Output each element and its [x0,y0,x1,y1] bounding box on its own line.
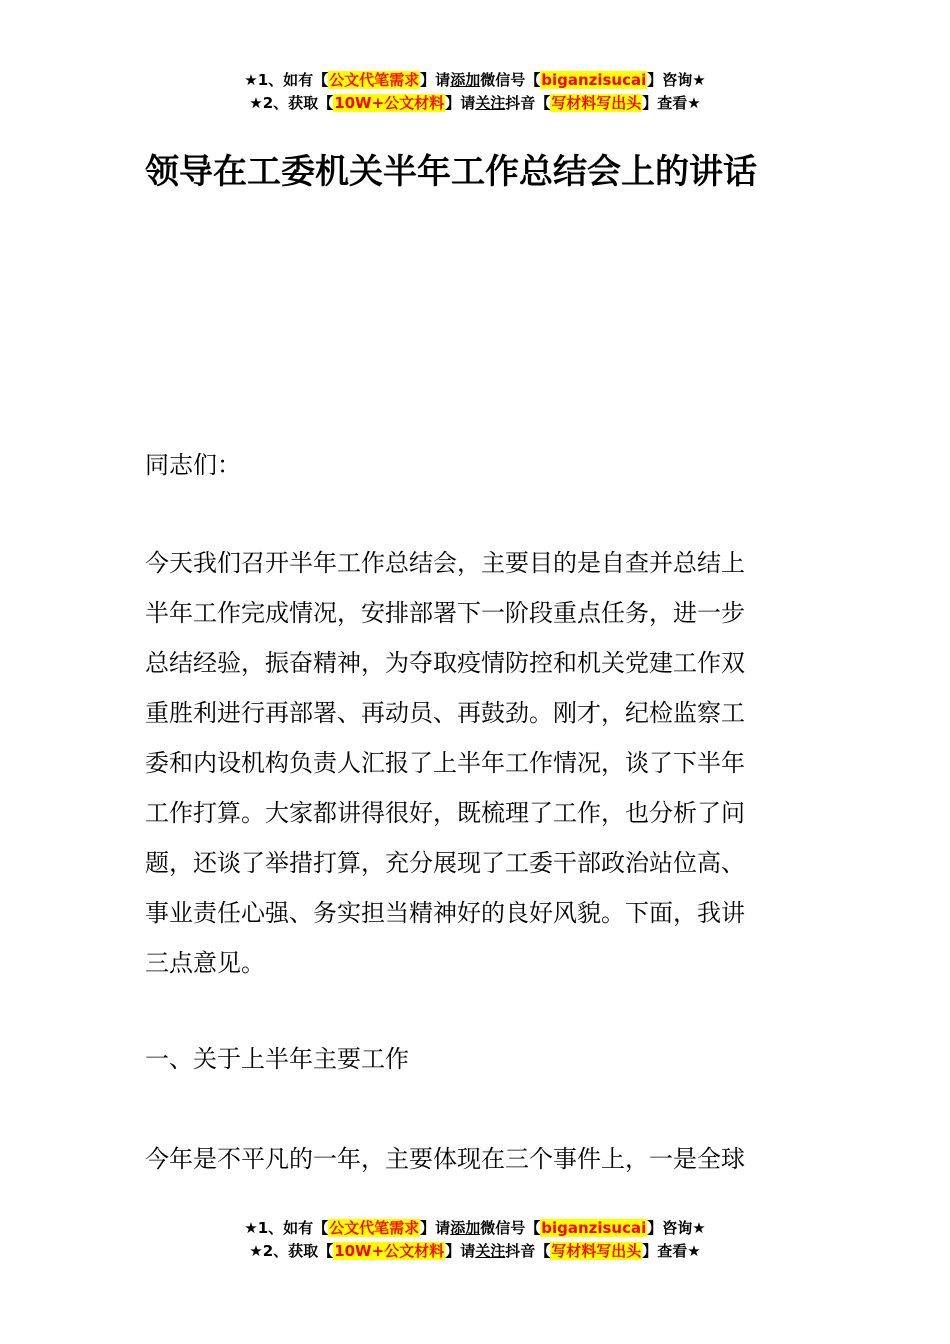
paragraph-line: 总结经验，振奋精神，为夺取疫情防控和机关党建工作双 [145,649,745,677]
section-heading-1: 一、关于上半年主要工作 [145,1045,409,1073]
paragraph-line: 今天我们召开半年工作总结会，主要目的是自查并总结上 [145,549,745,577]
paragraph-line: 工作打算。大家都讲得很好，既梳理了工作，也分析了问 [145,799,745,827]
highlight-wechat-id: biganzisucai [541,71,647,89]
paragraph-line: 今年是不平凡的一年，主要体现在三个事件上，一是全球 [145,1145,745,1173]
highlight-douyin-id: 写材料写出头 [551,1242,642,1260]
banner-line-2: ★2、获取【10W+公文材料】请关注抖音【写材料写出头】查看★ [249,94,701,112]
paragraph-line: 题，还谈了举措打算，充分展现了工委干部政治站位高、 [145,849,745,877]
highlight-wechat-id: biganzisucai [541,1219,647,1237]
footer-banner [0,1217,950,1263]
header-banner [0,69,950,115]
highlight-service: 公文代笔需求 [329,71,420,89]
banner-line-1: ★1、如有【公文代笔需求】请添加微信号【biganzisucai】咨询★ [244,1219,706,1237]
paragraph-line: 三点意见。 [145,949,265,977]
paragraph-line: 委和内设机构负责人汇报了上半年工作情况，谈了下半年 [145,749,745,777]
highlight-materials: 10W+公文材料 [334,1242,445,1260]
banner-line-1: ★1、如有【公文代笔需求】请添加微信号【biganzisucai】咨询★ [244,71,706,89]
paragraph-section-1 [145,1134,815,1184]
paragraph-line: 事业责任心强、务实担当精神好的良好风貌。下面，我讲 [145,899,745,927]
document-title: 领导在工委机关半年工作总结会上的讲话 [145,152,757,192]
greeting: 同志们： [145,451,241,479]
highlight-service: 公文代笔需求 [329,1219,420,1237]
paragraph-intro [145,538,815,988]
highlight-materials: 10W+公文材料 [334,94,445,112]
paragraph-line: 重胜利进行再部署、再动员、再鼓劲。刚才，纪检监察工 [145,699,745,727]
paragraph-line: 半年工作完成情况，安排部署下一阶段重点任务，进一步 [145,599,745,627]
banner-line-2: ★2、获取【10W+公文材料】请关注抖音【写材料写出头】查看★ [249,1242,701,1260]
highlight-douyin-id: 写材料写出头 [551,94,642,112]
